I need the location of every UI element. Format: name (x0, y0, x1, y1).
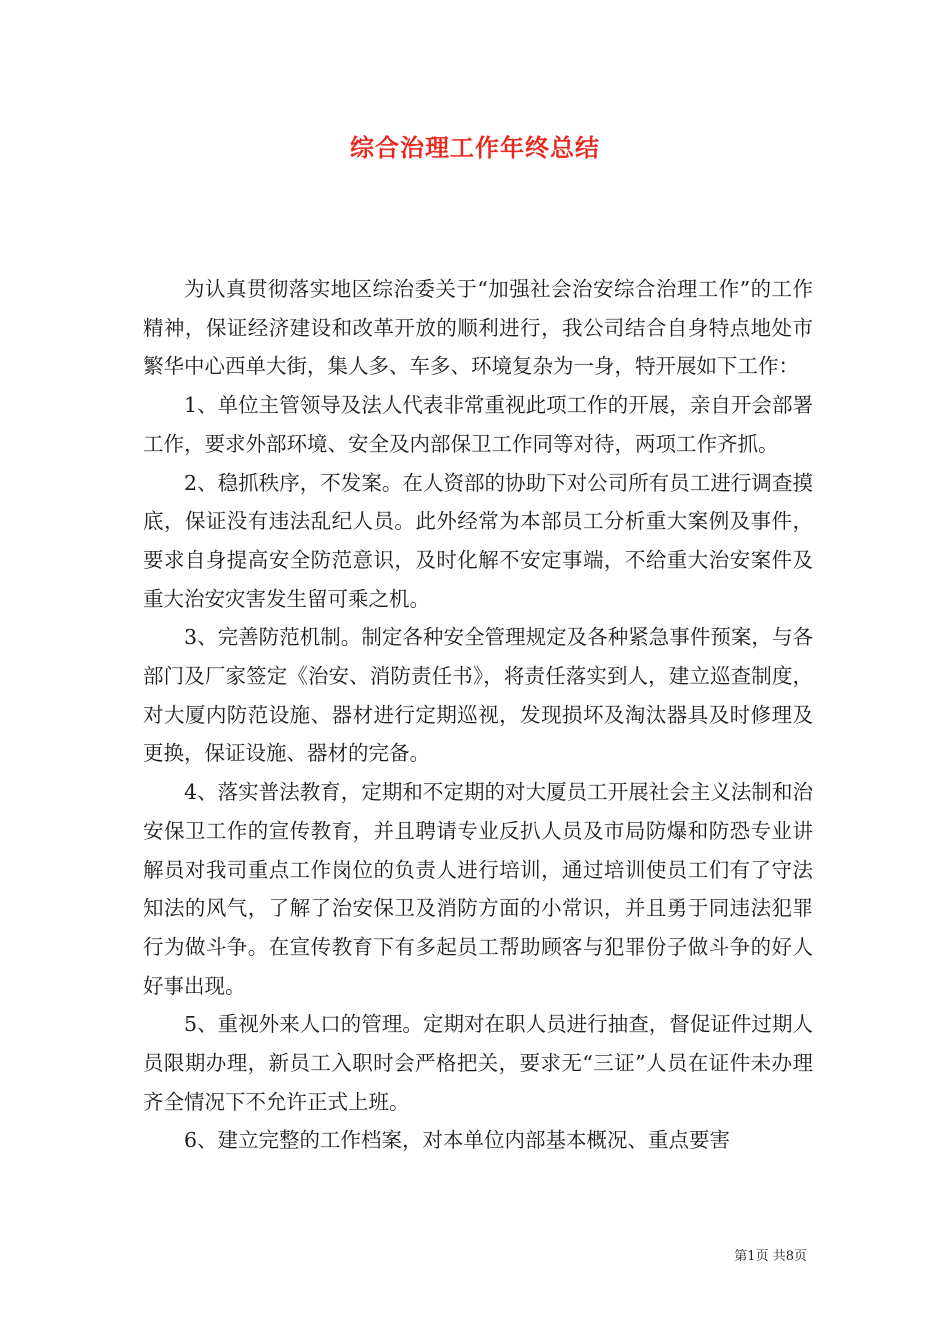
page-number-footer (734, 1245, 807, 1264)
document-body (143, 270, 813, 1160)
total-pages-number: 8 (785, 1249, 794, 1264)
document-title: 综合治理工作年终总结 (350, 133, 600, 162)
footer-suffix: 页 (793, 1249, 807, 1264)
paragraph-item-6: 6、建立完整的工作档案，对本单位内部基本概况、重点要害 (184, 1128, 731, 1153)
paragraph-intro: 为认真贯彻落实地区综治委关于“加强社会治安综合治理工作”的工作精神，保证经济建设和改革开放的顺利进行，我公司结合自身特点地处市繁华中心西单大街，集人多、车多、环境复杂为一身，特开展如下工作： (143, 277, 813, 379)
footer-prefix: 第 (734, 1249, 748, 1264)
paragraph-item-5: 5、重视外来人口的管理。定期对在职人员进行抽查，督促证件过期人员限期办理，新员工入职时会严格把关，要求无“三证”人员在证件未办理齐全情况下不允许正式上班。 (143, 1012, 813, 1114)
paragraph-item-4: 4、落实普法教育，定期和不定期的对大厦员工开展社会主义法制和治安保卫工作的宣传教育，并且聘请专业反扒人员及市局防爆和防恐专业讲解员对我司重点工作岗位的负责人进行培训，通过培训使员工们有了守法知法的风气，了解了治安保卫及消防方面的小常识，并且勇于同违法犯罪行为做斗争。在宣传教育下有多起员工帮助顾客与犯罪份子做斗争的好人好事出现。 (143, 780, 813, 998)
paragraph-item-2: 2、稳抓秩序，不发案。在人资部的协助下对公司所有员工进行调查摸底，保证没有违法乱纪人员。此外经常为本部员工分析重大案例及事件，要求自身提高安全防范意识，及时化解不安定事端，不给重大治安案件及重大治安灾害发生留可乘之机。 (143, 470, 813, 611)
paragraph-item-3: 3、完善防范机制。制定各种安全管理规定及各种紧急事件预案，与各部门及厂家签定《治安、消防责任书》，将责任落实到人，建立巡查制度，对大厦内防范设施、器材进行定期巡视，发现损坏及淘汰器具及时修理及更换，保证设施、器材的完备。 (143, 625, 813, 766)
paragraph-item-1: 1、单位主管领导及法人代表非常重视此项工作的开展，亲自开会部署工作，要求外部环境、安全及内部保卫工作同等对待，两项工作齐抓。 (143, 393, 813, 456)
footer-middle: 页 共 (755, 1249, 786, 1264)
current-page-number: 1 (747, 1249, 756, 1264)
